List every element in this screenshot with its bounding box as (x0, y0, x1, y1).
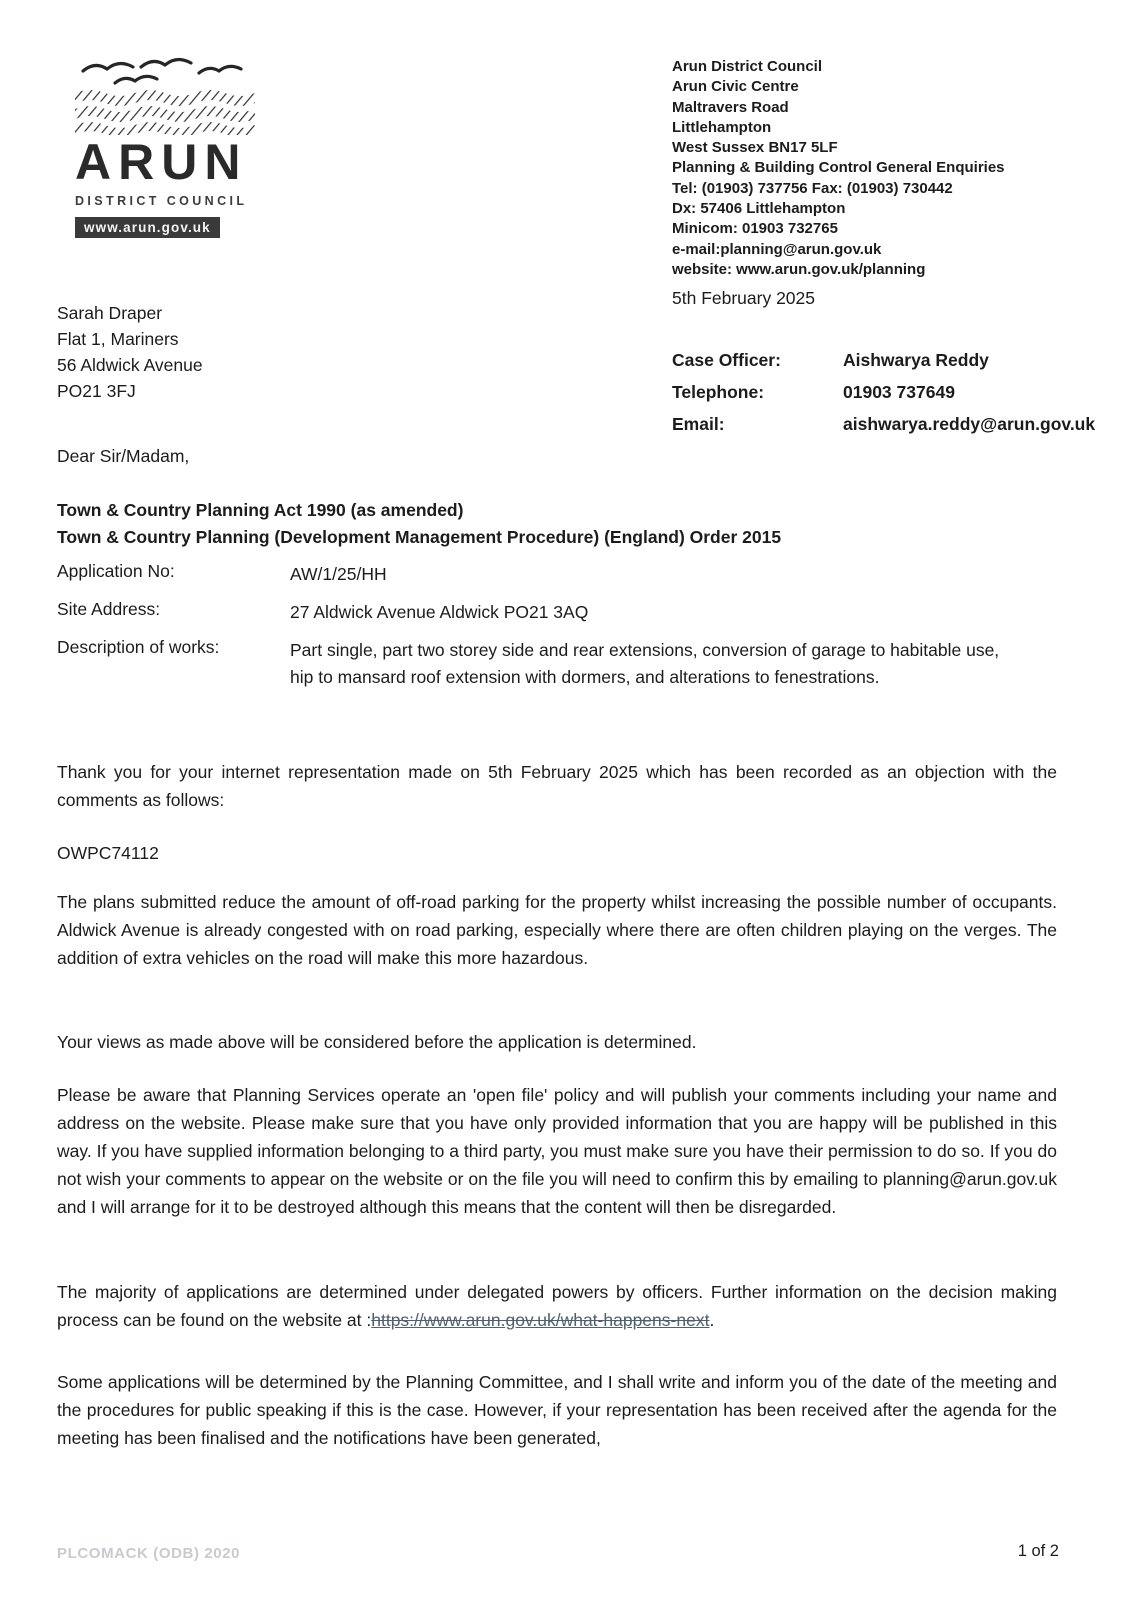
site-address-value: 27 Aldwick Avenue Aldwick PO21 3AQ (290, 602, 589, 622)
paragraph-delegated-powers (57, 1278, 1057, 1334)
act-heading-line1: Town & Country Planning Act 1990 (as amended) (57, 500, 464, 520)
paragraph-comments: The plans submitted reduce the amount of off-road parking for the property whilst increasing the possible number of occupants. Aldwick Avenue is already congested with on road parking, especially where there are often children playing on the verges. The addition of extra vehicles on the road will make this more hazardous. (57, 892, 1057, 968)
salutation: Dear Sir/Madam, (57, 446, 190, 466)
logo-subtitle: DISTRICT COUNCIL (75, 194, 248, 208)
footer-page-number: 1 of 2 (1017, 1542, 1059, 1560)
letter-date: 5th February 2025 (672, 288, 816, 308)
council-address-line: Arun District Council (672, 58, 823, 75)
act-headings (57, 497, 781, 551)
case-info-table (672, 350, 1095, 446)
recipient-line: PO21 3FJ (57, 381, 136, 401)
logo-wordmark: ARUN (75, 134, 248, 190)
case-email-label: Email: (672, 414, 725, 434)
recipient-address (57, 300, 203, 404)
council-address-line: West Sussex BN17 5LF (672, 139, 838, 157)
application-no-row (57, 561, 1006, 588)
site-address-row (57, 599, 1006, 626)
recipient-line: Flat 1, Mariners (57, 329, 179, 349)
description-row (57, 637, 1006, 691)
description-label: Description of works: (57, 637, 220, 657)
application-no-label: Application No: (57, 561, 175, 581)
paragraph-views: Your views as made above will be considered before the application is determined. (57, 1032, 697, 1052)
case-officer-row (672, 350, 1095, 371)
council-address-line: Minicom: 01903 732765 (672, 220, 838, 238)
arun-logo (75, 55, 261, 238)
case-email-row (672, 414, 1095, 435)
case-officer-label: Case Officer: (672, 350, 781, 370)
case-email-value: aishwarya.reddy@arun.gov.uk (843, 414, 1096, 434)
birds-waves-icon (75, 55, 255, 135)
council-address-line: Maltravers Road (672, 98, 789, 116)
logo-website-band: www.arun.gov.uk (75, 217, 220, 238)
paragraph-delegated-suffix: . (709, 1310, 715, 1330)
council-address (672, 57, 1005, 280)
case-telephone-row (672, 382, 1095, 403)
act-heading-line2: Town & Country Planning (Development Management Procedure) (England) Order 2015 (57, 527, 782, 547)
application-no-value: AW/1/25/HH (290, 564, 387, 584)
case-telephone-label: Telephone: (672, 382, 765, 402)
paragraph-committee: Some applications will be determined by the Planning Committee, and I shall write and inform you of the date of the meeting and the procedures for public speaking if this is the case. However, if your representation has been received after the agenda for the meeting has been finalised and the notifications have been generated, (57, 1372, 1057, 1448)
paragraph-thank-you: Thank you for your internet representation made on 5th February 2025 which has been recorded as an objection with the comments as follows: (57, 762, 1057, 810)
application-details (57, 561, 1006, 702)
council-address-line: website: www.arun.gov.uk/planning (672, 260, 926, 278)
comment-reference: OWPC74112 (57, 843, 159, 863)
case-telephone-value: 01903 737649 (843, 382, 955, 402)
what-happens-next-link[interactable]: https://www.arun.gov.uk/what-happens-next (371, 1310, 710, 1330)
council-address-line: Tel: (01903) 737756 Fax: (01903) 730442 (672, 179, 953, 197)
case-officer-value: Aishwarya Reddy (843, 350, 989, 370)
paragraph-open-file-policy: Please be aware that Planning Services operate an 'open file' policy and will publish your comments including your name and address on the website. Please make sure that you have only provided information that you are happy will be published in this way. If you have supplied information belonging to a third party, you must make sure you have their permission to do so. If you do not wish your comments to appear on the website or on the file you will need to confirm this by emailing to planning@arun.gov.uk and I will arrange for it to be destroyed although this means that the content will then be disregarded. (57, 1085, 1057, 1217)
council-address-line: e-mail:planning@arun.gov.uk (672, 240, 882, 258)
footer-doc-ref: PLCOMACK (ODB) 2020 (57, 1545, 241, 1562)
description-value: Part single, part two storey side and rear extensions, conversion of garage to habitable use, hip to mansard roof extension with dormers, and alterations to fenestrations. (290, 640, 1000, 687)
site-address-label: Site Address: (57, 599, 161, 619)
recipient-line: 56 Aldwick Avenue (57, 355, 203, 375)
paragraph-delegated-prefix: The majority of applications are determined under delegated powers by officers. Further information on the decision making process can be found on the website at : (57, 1282, 1057, 1330)
council-address-line: Arun Civic Centre (672, 78, 799, 96)
council-address-line: Dx: 57406 Littlehampton (672, 200, 846, 218)
council-address-line: Planning & Building Control General Enquiries (672, 159, 1005, 177)
recipient-line: Sarah Draper (57, 303, 163, 323)
council-address-line: Littlehampton (672, 118, 772, 136)
